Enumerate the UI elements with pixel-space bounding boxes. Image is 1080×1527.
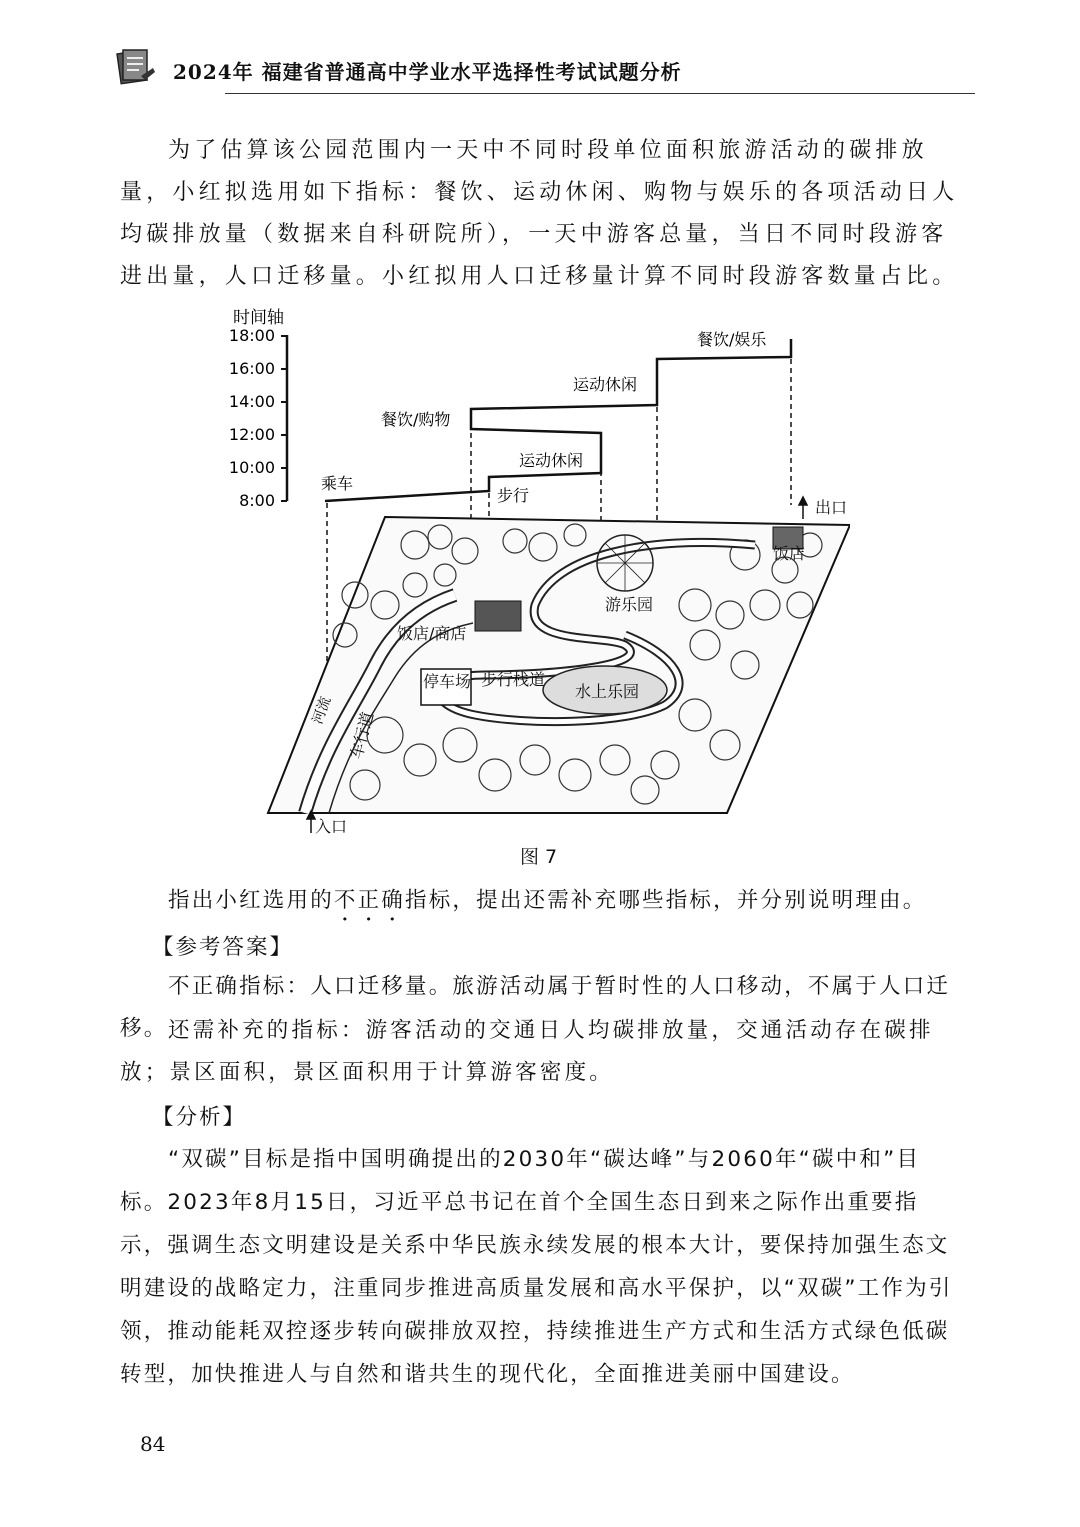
activity-label: 餐饮/娱乐 (697, 330, 767, 349)
prompt-after: 指标，提出还需补充哪些指标，并分别说明理由。 (405, 888, 927, 913)
answer-heading: 【参考答案】 (152, 935, 294, 960)
activity-label: 餐饮/购物 (381, 410, 451, 429)
analysis-heading: 【分析】 (152, 1105, 247, 1130)
map-label-restaurant: 饭店 (773, 544, 806, 563)
tick-label: 14:00 (228, 392, 275, 411)
page-number: 84 (140, 1432, 166, 1456)
map-label-water-park: 水上乐园 (575, 682, 640, 701)
tick-label: 10:00 (228, 458, 275, 477)
prompt-emphasis: 不正确 (333, 888, 406, 913)
tick-label: 16:00 (228, 359, 275, 378)
map-label-boardwalk: 步行栈道 (481, 670, 546, 689)
question-text: 为了估算该公园范围内一天中不同时段单位面积旅游活动的碳排放量，小红拟选用如下指标：餐饮、运动休闲、购物与娱乐的各项活动日人均碳排放量（数据来自科研院所），一天中游客总量，当日不同时段游客进出量，人口迁移量。小红拟用人口迁移量计算不同时段游客数量占比。 (120, 138, 959, 289)
activity-label: 运动休闲 (519, 451, 584, 470)
tick-label: 8:00 (239, 491, 275, 510)
map-label-shop: 饭店/商店 (397, 624, 467, 643)
tick-label: 12:00 (228, 425, 275, 444)
activity-labels (321, 330, 767, 505)
map-label-parking: 停车场 (423, 672, 472, 691)
answer-para-2: 还需补充的指标：游客活动的交通日人均碳排放量，交通活动存在碳排放；景区面积，景区面积用于计算游客密度。 (120, 1018, 934, 1085)
figure-7 (225, 305, 850, 840)
prompt-before: 指出小红选用的 (168, 888, 334, 913)
book-icon (115, 46, 157, 86)
activity-label: 乘车 (321, 474, 354, 493)
map-label-amusement-park: 游乐园 (605, 595, 654, 614)
header-title: 2024年 福建省普通高中学业水平选择性考试试题分析 (173, 60, 682, 84)
axis-ticks (229, 326, 275, 510)
question-prompt (120, 880, 960, 926)
page-header (115, 44, 975, 94)
header-divider (225, 93, 975, 94)
analysis-text: “双碳”目标是指中国明确提出的2030年“碳达峰”与2060年“碳中和”目标。2023年8月15日，习近平总书记在首个全国生态日到来之际作出重要指示，强调生态文明建设是关系中华民族永续发展的根本大计，要保持加强生态文明建设的战略定力，注重同步推进高质量发展和高水平保护，以“双碳”工作为引领，推动能耗双控逐步转向碳排放双控，持续推进生产方式和生活方式绿色低碳转型，加快推进人与自然和谐共生的现代化，全面推进美丽中国建设。 (120, 1147, 953, 1387)
activity-label: 步行 (497, 486, 530, 505)
park-map (268, 497, 850, 836)
tick-label: 18:00 (228, 326, 275, 345)
figure-caption: 图 7 (520, 846, 558, 868)
map-label-river: 河流 (309, 694, 335, 727)
map-label-exit: 出口 (815, 498, 848, 517)
answer-para-1: 不正确指标：人口迁移量。旅游活动属于暂时性的人口移动，不属于人口迁移。 (120, 974, 951, 1041)
axis-title: 时间轴 (233, 308, 284, 328)
map-label-entrance: 入口 (315, 817, 348, 836)
activity-label: 运动休闲 (573, 375, 638, 394)
map-label-road: 车行道 (346, 709, 378, 762)
